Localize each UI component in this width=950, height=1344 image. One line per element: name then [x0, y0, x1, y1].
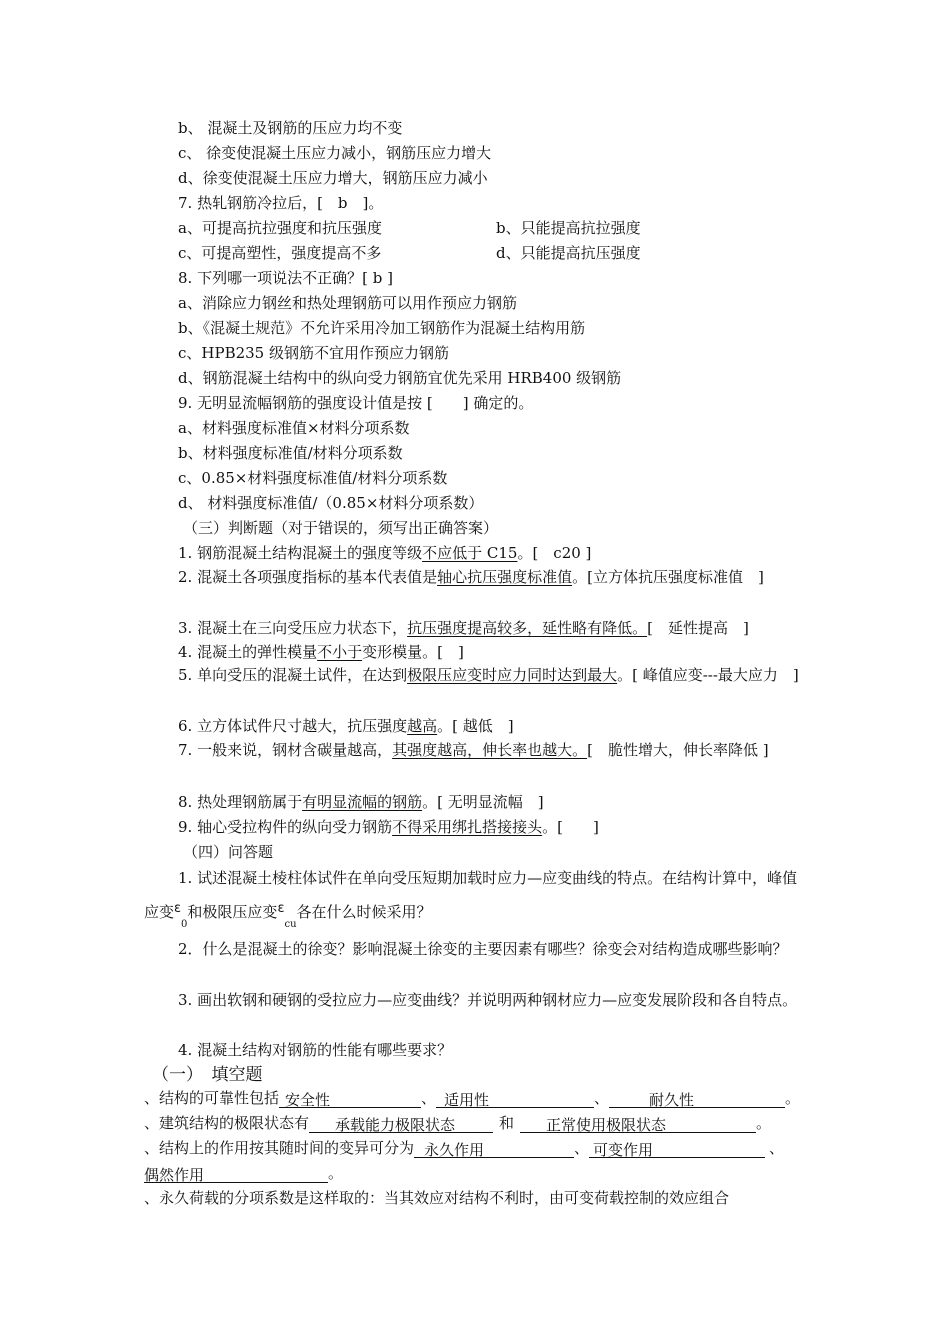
option-6b: b、 混凝土及钢筋的压应力均不变 — [178, 119, 403, 137]
judge-7-underlined: 其强度越高，伸长率也越大。 — [392, 741, 588, 759]
option-7d: d、只能提高抗压强度 — [496, 244, 641, 262]
fill-2-text: 、建筑结构的极限状态有 — [144, 1114, 310, 1132]
judge-6-answer: 。[ 越低 ] — [437, 717, 514, 735]
judge-item-4 — [178, 642, 464, 662]
option-9b: b、材料强度标准值/材料分项系数 — [178, 444, 403, 462]
judge-5-answer: 。[ 峰值应变---最大应力 ] — [617, 666, 799, 684]
epsilon-symbol: ε — [277, 901, 285, 916]
fill-1-blank-c: 耐久性 — [609, 1090, 785, 1108]
epsilon-symbol: ε — [174, 901, 182, 916]
judge-2-underlined: 轴心抗压强度标准值 — [437, 568, 573, 586]
section-heading-qa: （四）问答题 — [183, 843, 274, 861]
option-6d: d、徐变使混凝土压应力增大，钢筋压应力减小 — [178, 169, 488, 187]
option-8d: d、钢筋混凝土结构中的纵向受力钢筋宜优先采用 HRB400 级钢筋 — [178, 369, 622, 387]
qa-1-text-end: 各在什么时候采用？ — [296, 903, 432, 921]
fill-2-and: 和 — [499, 1114, 515, 1132]
fill-1-blank-a: 安全性 — [279, 1090, 421, 1108]
judge-5-underlined: 极限压应变时应力同时达到最大 — [407, 666, 618, 684]
fill-1-sep: 、 — [594, 1089, 610, 1107]
judge-3-answer: [ 延性提高 ] — [647, 619, 749, 637]
fill-item-3 — [144, 1138, 784, 1158]
fill-2-blank-a: 承载能力极限状态 — [309, 1115, 493, 1133]
fill-3-blank-a: 永久作用 — [414, 1140, 574, 1158]
question-7: 7. 热轧钢筋冷拉后，[ b ]。 — [178, 194, 384, 212]
judge-1-answer: 。[ c20 ] — [517, 544, 592, 562]
judge-item-8 — [178, 792, 544, 812]
judge-item-5 — [144, 663, 808, 688]
option-6c: c、 徐变使混凝土压应力减小，钢筋压应力增大 — [178, 144, 492, 162]
judge-item-3 — [178, 618, 749, 638]
judge-6-text: 6. 立方体试件尺寸越大，抗压强度 — [178, 717, 408, 735]
subscript-cu: cu — [284, 919, 297, 930]
judge-1-underlined: 不应低于 C15 — [422, 544, 518, 562]
judge-1-text: 1. 钢筋混凝土结构混凝土的强度等级 — [178, 544, 423, 562]
option-8c: c、HPB235 级钢筋不宜用作预应力钢筋 — [178, 344, 449, 362]
fill-1-blank-b: 适用性 — [436, 1090, 594, 1108]
option-8b: b、《混凝土规范》不允许采用冷加工钢筋作为混凝土结构用筋 — [178, 319, 586, 337]
fill-item-4: 、永久荷载的分项系数是这样取的：当其效应对结构不利时，由可变荷载控制的效应组合 — [144, 1189, 730, 1207]
judge-4-text: 4. 混凝土的弹性模量 — [178, 643, 318, 661]
fill-3-text: 、结构上的作用按其随时间的变异可分为 — [144, 1139, 415, 1157]
fill-3-end: 。 — [328, 1164, 344, 1182]
qa-1-text: 1. 试述混凝土棱柱体试件在单向受压短期加载时应力—应变曲线的特点。在结构计算中，峰值应变 — [144, 869, 798, 921]
judge-4-answer: 变形模量。[ ] — [362, 643, 464, 661]
fill-3-blank-c: 偶然作用 — [144, 1165, 328, 1183]
judge-6-underlined: 越高 — [407, 717, 438, 735]
fill-1-sep: 、 — [421, 1089, 437, 1107]
qa-item-3: 3. 画出软钢和硬钢的受拉应力—应变曲线？并说明两种钢材应力—应变发展阶段和各自特点。 — [178, 991, 798, 1009]
option-9a: a、材料强度标准值×材料分项系数 — [178, 419, 410, 437]
section-heading-judge: （三）判断题（对于错误的，须写出正确答案） — [183, 519, 499, 537]
judge-9-underlined: 不得采用绑扎搭接接头 — [392, 818, 543, 836]
judge-7-text: 7. 一般来说，钢材含碳量越高， — [178, 741, 393, 759]
judge-item-7 — [144, 738, 808, 763]
option-7b: b、只能提高抗拉强度 — [496, 219, 641, 237]
fill-item-3-cont — [144, 1163, 343, 1183]
judge-item-2 — [144, 565, 808, 590]
judge-3-text: 3. 混凝土在三向受压应力状态下， — [178, 619, 408, 637]
option-7a: a、可提高抗拉强度和抗压强度 — [178, 219, 382, 237]
fill-3-blank-b: 可变作用 — [589, 1140, 765, 1158]
fill-item-2 — [144, 1113, 771, 1133]
judge-9-text: 9. 轴心受拉构件的纵向受力钢筋 — [178, 818, 393, 836]
judge-4-underlined: 不小于 — [317, 643, 363, 661]
fill-3-sep: 、 — [574, 1139, 590, 1157]
judge-3-underlined: 抗压强度提高较多，延性略有降低。 — [407, 619, 648, 637]
fill-1-text: 、结构的可靠性包括 — [144, 1089, 280, 1107]
judge-8-answer: 。[ 无明显流幅 ] — [422, 793, 544, 811]
judge-item-9 — [178, 817, 599, 837]
judge-item-1 — [178, 543, 591, 563]
judge-2-answer: 。[立方体抗压强度标准值 ] — [572, 568, 764, 586]
options-7ab — [178, 218, 818, 238]
question-8: 8. 下列哪一项说法不正确？[ b ] — [178, 269, 393, 287]
option-9d: d、 材料强度标准值/（0.85×材料分项系数） — [178, 494, 484, 512]
qa-1-text-mid: 和极限压应变 — [187, 903, 278, 921]
judge-item-6 — [178, 716, 514, 736]
qa-item-2: 2．什么是混凝土的徐变？影响混凝土徐变的主要因素有哪些？徐变会对结构造成哪些影响？ — [178, 940, 788, 958]
judge-8-underlined: 有明显流幅的钢筋 — [302, 793, 423, 811]
qa-item-4: 4. 混凝土结构对钢筋的性能有哪些要求？ — [178, 1041, 453, 1059]
fill-item-1 — [144, 1088, 800, 1108]
fill-3-sep2: 、 — [769, 1139, 785, 1157]
judge-8-text: 8. 热处理钢筋属于 — [178, 793, 303, 811]
option-7c: c、可提高塑性，强度提高不多 — [178, 244, 382, 262]
question-9: 9. 无明显流幅钢筋的强度设计值是按 [ ] 确定的。 — [178, 394, 534, 412]
fill-1-end: 。 — [785, 1089, 801, 1107]
options-7cd — [178, 243, 818, 263]
option-9c: c、0.85×材料强度标准值/材料分项系数 — [178, 469, 448, 487]
option-8a: a、消除应力钢丝和热处理钢筋可以用作预应力钢筋 — [178, 294, 517, 312]
fill-2-end: 。 — [756, 1114, 772, 1132]
section-heading-fill: （一） 填空题 — [152, 1065, 263, 1085]
judge-9-answer: 。[ ] — [542, 818, 599, 836]
judge-5-text: 5. 单向受压的混凝土试件，在达到 — [178, 666, 408, 684]
judge-2-text: 2. 混凝土各项强度指标的基本代表值是 — [178, 568, 438, 586]
subscript-0: 0 — [181, 919, 188, 930]
fill-2-blank-b: 正常使用极限状态 — [520, 1115, 756, 1133]
qa-item-1 — [144, 861, 808, 932]
judge-7-answer: [ 脆性增大，伸长率降低 ] — [587, 741, 769, 759]
